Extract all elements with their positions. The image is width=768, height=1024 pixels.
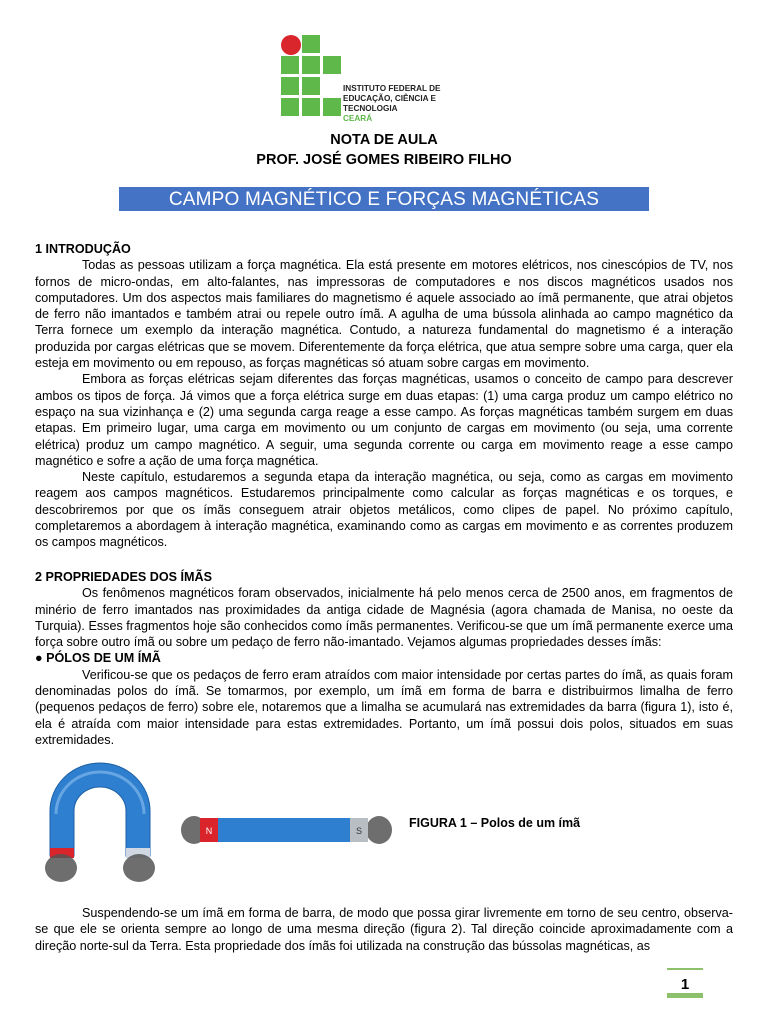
logo-text [343,84,490,124]
section2-subheading: ● PÓLOS DE UM ÍMÃ [35,651,161,666]
page-number: 1 [667,968,703,998]
section2-paragraph1: Os fenômenos magnéticos foram observados, inicialmente há pelo menos cerca de 2500 anos, em fragmentos de minério de ferro imantados nas proximidades da antiga cidade de Magnésia (agora chamada de Manisa, no oeste da Turquia). Esses fragmentos hoje são conhecidos como ímãs permanentes. Verificou-se que um ímã permanente exerce uma força sobre outro ímã ou sobre um pedaço de ferro não-imantado. Vejamos algumas propriedades desses ímãs: [35,586,733,650]
logo-line1: INSTITUTO FEDERAL DE [343,84,441,93]
section1-paragraph2: Embora as forças elétricas sejam diferentes das forças magnéticas, usamos o conceito de campo para descrever ambos os tipos de força. Já vimos que a força elétrica surge em duas etapas: (1) uma carga produz um campo elétrico no espaço na sua vizinhança e (2) uma segunda carga reage a esse campo. As forças magnéticas também surgem em duas etapas. Em primeiro lugar, uma carga em movimento ou um conjunto de cargas em movimento (ou seja, uma corrente elétrica) produz um campo magnético. A seguir, uma segunda corrente ou carga em movimento reage a esse campo magnético e sofre a ação de uma força magnética. [35,372,733,468]
section-magnet-properties [35,569,733,748]
document-title: CAMPO MAGNÉTICO E FORÇAS MAGNÉTICAS [119,187,649,211]
bar-iron-filings-right [366,816,392,844]
section2-paragraph3: Suspendendo-se um ímã em forma de barra, de modo que possa girar livremente em torno de seu centro, observa-se que ele se orienta sempre ao longo de uma mesma direção (figura 2). Tal direção coincide aproximadamente com a direção norte-sul da Terra. Esta propriedade dos ímãs foi utilizada na construção das bússolas magnéticas, as [35,906,733,953]
section2-paragraph2: Verificou-se que os pedaços de ferro eram atraídos com maior intensidade por certas partes do ímã, as quais foram denominadas polos do ímã. Se tomarmos, por exemplo, um ímã em forma de barra e distribuirmos limalha de ferro (pequenos pedaços de ferro) sobre ele, notaremos que a limalha se acumulará nas extremidades da barra (figura 1), isto é, ela é atraída com maior intensidade para estas extremidades. Portanto, um ímã possui dois polos, situados em suas extremidades. [35,667,733,747]
figure1-caption: FIGURA 1 – Polos de um ímã [409,816,581,830]
section1-heading: 1 INTRODUÇÃO [35,242,131,256]
section1-paragraph3: Neste capítulo, estudaremos a segunda etapa da interação magnética, ou seja, como as cargas em movimento reagem aos campos magnéticos. Estudaremos principalmente como calcular as forças magnéticas e os torques, e descobriremos por que os ímãs conseguem atrair objetos metálicos, como clipes de papel. No próximo capítulo, completaremos a abordagem à interação magnética, examinando como as cargas em movimento e as correntes produzem os campos magnéticos. [35,470,733,550]
iron-filings-left [45,854,77,882]
north-label: N [205,826,213,836]
institution-logo [280,34,490,123]
section2-continuation [35,905,733,954]
bar-body [218,818,350,842]
iron-filings-right [123,854,155,882]
section2-heading: 2 PROPRIEDADES DOS ÍMÃS [35,570,213,584]
header-line2: PROF. JOSÉ GOMES RIBEIRO FILHO [256,152,512,168]
south-label: S [355,826,363,836]
section1-paragraph1: Todas as pessoas utilizam a força magnética. Ela está presente em motores elétricos, nos cinescópios de TV, nos fornos de micro-ondas, em alto-falantes, nas impressoras de computadores e nos discos magnéticos usados nos computadores. Um dos aspectos mais familiares do magnetismo é aquele associado ao ímã permanente, que atrai objetos de ferro não imantados e também atrai ou repele outro ímã. A agulha de uma bússola alinhada ao campo magnético da Terra fornece um exemplo da interação magnética. Contudo, a natureza fundamental do magnetismo é a interação produzida por cargas elétricas que se movem. Diferentemente da força elétrica, que atua sempre sobre uma carga, quer ela esteja em movimento ou em repouso, as forças magnéticas só atuam sobre cargas em movimento. [35,258,733,371]
horseshoe-magnet-illustration [40,756,160,886]
header-line1: NOTA DE AULA [330,132,438,148]
logo-line3: CEARÁ [343,114,373,123]
bar-magnet-illustration [180,815,395,845]
section-introduction [35,241,733,551]
logo-line2: EDUCAÇÃO, CIÊNCIA E TECNOLOGIA [343,94,436,113]
logo-mark [280,34,340,114]
logo-red-dot [281,35,301,55]
